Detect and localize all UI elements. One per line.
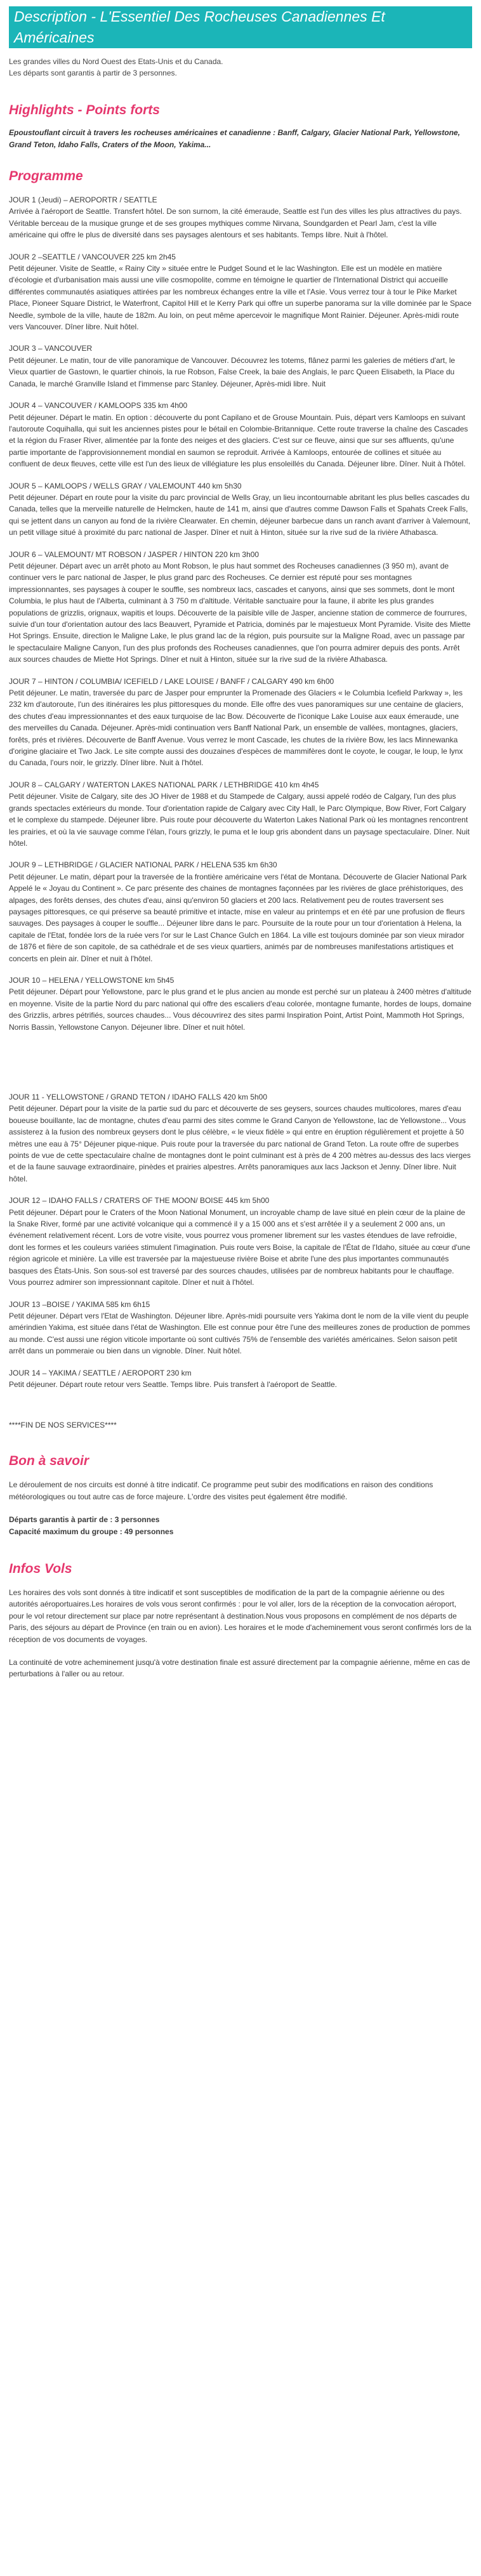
day-title: JOUR 6 – VALEMOUNT/ MT ROBSON / JASPER / HINTON 220 km 3h00 [9, 549, 260, 559]
day-spacer [9, 470, 472, 480]
bon-text-block [9, 1479, 472, 1537]
day-spacer [9, 849, 472, 859]
programme-day [9, 343, 472, 390]
day-title: JOUR 4 – VANCOUVER / KAMLOOPS 335 km 4h00 [9, 401, 188, 411]
day-title: JOUR 8 – CALGARY / WATERTON LAKES NATIONAL PARK / LETHBRIDGE 410 km 4h45 [9, 780, 319, 789]
day-title: JOUR 13 –BOISE / YAKIMA 585 km 6h15 [9, 1299, 150, 1309]
day-description: Petit déjeuner. Le matin, tour de ville panoramique de Vancouver. Découvrez les totems, flânez parmi les galeries de métiers d'art, le Vieux quartier de Gastown, le quartier chinois, la rue Robson, False Creek, la baie des Anglais, le parc Queen Elisabeth, la Place du Canada, le marché Granville Island et l'immense parc Stanley. Déjeuner, Après-midi libre. Nuit [9, 355, 456, 388]
end-of-services: ****FIN DE NOS SERVICES**** [9, 1421, 117, 1430]
day-spacer [9, 241, 472, 251]
day-description: Petit déjeuner. Départ pour Yellowstone, parc le plus grand et le plus ancien au monde est perché sur un plateau à 2400 mètres d'altitude en moyenne. Visite de la partie Nord du parc national qui offre des escaliers d'eau colorée, montagne fumante, hordes de loups, domaine des Grizzlis, arbres pétrifiés, sources chaudes... Vous découvrirez des sites parmi Inspiration Point, Artist Point, Mammoth Hot Springs, Norris Bassin, Yellowstone Canyon. Déjeuner libre. Dîner et nuit hôtel. [9, 987, 471, 1032]
programme-heading: Programme [9, 169, 83, 183]
day-description: Petit déjeuner. Visite de Calgary, site des JO Hiver de 1988 et du Stampede de Calgary, aussi appelé rodéo de Calgary, l'un des plus grands spectacles extérieurs du monde. Tour d'orientation rapide de Calgary avec City Hall, le Parc Olympique, Bow River, Fort Calgary et le complexe du stampede. Déjeuner libre. Puis route pour découverte du Waterton Lakes National Park où les montagnes rencontrent les prairies, et où la vie sauvage comme l'élan, l'ours grizzly, le puma et le loup gris abondent dans un paysage spectaculaire. Dîner. Nuit hôtel. [9, 792, 470, 848]
infos-heading: Infos Vols [9, 1561, 72, 1576]
programme-day [9, 1091, 472, 1185]
day-description: Petit déjeuner. Départ vers l'Etat de Washington. Déjeuner libre. Après-midi poursuite vers Yakima dont le nom de la ville vient du peuple amérindien Yakima, est située dans l'état de Washington. Elle est connue pour être l'une des meilleures zones de production de pommes au monde. C'est aussi une région viticole importante où sont cultivés 75% de l'ensemble des variétés américaines. Selon saison petit arrêt dans un pommeraie ou bien dans un vignoble. Dîner. Nuit hôtel. [9, 1311, 470, 1356]
day-title: JOUR 5 – KAMLOOPS / WELLS GRAY / VALEMOUNT 440 km 5h30 [9, 481, 242, 490]
infos-paragraph: La continuité de votre acheminement jusqu'à votre destination finale est assuré directement par la compagnie aérienne, même en cas de perturbations à l'aller ou au retour. [9, 1658, 470, 1679]
programme-day [9, 480, 472, 539]
programme-day [9, 194, 472, 241]
programme-day [9, 1367, 472, 1391]
intro [9, 56, 472, 79]
day-spacer [9, 1033, 472, 1091]
infos-text-block [9, 1587, 472, 1680]
programme-day [9, 975, 472, 1033]
day-spacer [9, 666, 472, 676]
intro-line: Les grandes villes du Nord Ouest des Etats-Unis et du Canada. [9, 57, 223, 66]
day-description: Petit déjeuner. Départ pour le Craters of the Moon National Monument, un incroyable champ de lave situé en plein cœur de la plaine de la Snake River, formé par une activité volcanique qui a commencé il y a 15 000 ans et s'est arrêtée il y a seulement 2 000 ans, un événement relativement récent. Lors de votre visite, vous pourrez vous promener librement sur les vastes étendues de lave refroidie, dont les formes et les couleurs variées stimulent l'imagination. Puis route vers Boise, la capitale de l'État de l'Idaho, située au cœur d'une région agricole et minière. La ville est traversée par la majestueuse rivière Boise et abrite l'une des plus importantes communautés basques des États-Unis. Son sous-sol est traversé par des sources chaudes, utilisées par de nombreux habitants pour le chauffage. Vous pourrez admirer son impressionnant capitole. Dîner et nuit à l'hôtel. [9, 1207, 470, 1287]
programme-day [9, 1195, 472, 1288]
bon-heading: Bon à savoir [9, 1454, 89, 1469]
page-title: Description - L'Essentiel Des Rocheuses Canadiennes Et Américaines [9, 6, 472, 48]
day-spacer [9, 1357, 472, 1367]
day-description: Petit déjeuner. Le matin, traversée du parc de Jasper pour emprunter la Promenade des Glaciers « le Columbia Icefield Parkway », les 232 km d'autoroute, l'un des itinéraires les plus pittoresques du monde. Elle offre des vues panoramiques sur une centaine de glaciers, des chutes d'eau impressionnantes et des eaux turquoise de lac Bow. Découverte de l'iconique Lake Louise aux eaux émeraude, une des merveilles du Canada. Déjeuner. Après-midi continuation vers Banff National Park, un ensemble de vallées, montagnes, glaciers, forêts, prés et rivières. Découverte de Banff Avenue. Vous verrez le mont Cascade, les chutes de la rivière Bow, les lacs Minnewanka d'origine glaciaire et Two Jack. Le site compte aussi des douzaines d'espèces de mammifères dont le coyote, le cougar, le loup, le lynx du Canada, l'ours noir, le grizzly. Dîner libre. Nuit à l'hôtel. [9, 688, 464, 768]
programme-day [9, 1299, 472, 1357]
day-title: JOUR 9 – LETHBRIDGE / GLACIER NATIONAL PARK / HELENA 535 km 6h30 [9, 860, 277, 870]
infos-vols-section [9, 1561, 472, 1680]
programme-day [9, 549, 472, 666]
programme-days [9, 194, 472, 1390]
day-spacer [9, 964, 472, 975]
day-title: JOUR 12 – IDAHO FALLS / CRATERS OF THE MOON/ BOISE 445 km 5h00 [9, 1196, 270, 1206]
programme-day [9, 251, 472, 333]
infos-paragraph: Les horaires des vols sont donnés à titre indicatif et sont susceptibles de modification de la part de la compagnie aérienne ou des autorités aéroportuaires.Les horaires de vols vous seront confirmés : pour le vol aller, lors de la réception de la convocation aéroport, pour le vol retour directement sur place par notre représentant à destination.Nous vous proposons en complément de nos départs de Paris, des séjours au départ de Province (en train ou en avion). Les horaires et le mode d'acheminement vous seront confirmés lors de la réception de vos documents de voyages. [9, 1587, 471, 1644]
programme-day [9, 400, 472, 470]
day-description: Petit déjeuner. Départ en route pour la visite du parc provincial de Wells Gray, un lieu incontournable abritant les plus belles cascades du Canada, telles que la merveille naturelle de Helmcken, haute de 141 m, ainsi que d'autres comme Dawson Falls et Spahats Creek Falls, qui se jettent dans un canyon au fond de la rivière Clearwater. En chemin, déjeuner barbecue dans un ranch avant d'arriver à Valemount, un petit village situé à proximité du parc national de Jasper. Dîner et nuit à Hinton, située sur la rive sud de la rivière Athabasca. [9, 492, 471, 537]
day-title: JOUR 3 – VANCOUVER [9, 344, 93, 353]
day-title: JOUR 7 – HINTON / COLUMBIA/ ICEFIELD / LAKE LOUISE / BANFF / CALGARY 490 km 6h00 [9, 676, 334, 686]
day-spacer [9, 539, 472, 549]
day-description: Petit déjeuner. Départ le matin. En option : découverte du pont Capilano et de Grouse Mountain. Puis, départ vers Kamloops en suivant l'autoroute Coquihalla, qui suit les anciennes pistes pour le bétail en Colombie-Britannique. Cette route traverse la chaîne des Cascades et la région du Fraser River, alimentée par la fonte des neiges et des glaciers. C'est sur ce fleuve, ainsi que sur ses affluents, qu'une partie importante de l'approvisionnement mondial en saumon se reproduit. Arrivée à Kamloops, entourée de collines et située au confluent de deux fleuves, cette ville est l'un des lieux de villégiature les plus ensoleillés du Canada. Déjeuner libre. Dîner. Nuit à l'hôtel. [9, 412, 468, 469]
capacite-maximum: Capacité maximum du groupe : 49 personnes [9, 1527, 174, 1536]
intro-line: Les départs sont garantis à partir de 3 personnes. [9, 69, 177, 77]
day-title: JOUR 14 – YAKIMA / SEATTLE / AEROPORT 230 km [9, 1368, 192, 1377]
day-description: Petit déjeuner. Départ avec un arrêt photo au Mont Robson, le plus haut sommet des Rocheuses canadiennes (3 950 m), avant de continuer vers le parc national de Jasper, le plus grand parc des Rocheuses. Ce dernier est réputé pour ses montagnes impressionnantes, ses paysages à couper le souffle, ses nombreux lacs, cascades et canyons, ainsi que ses sommets, dont le mont Columbia, le plus haut de l'Alberta, culminant à 3 750 m d'altitude. Véritable sanctuaire pour la faune, il abrite les plus grandes populations de grizzlis, orignaux, wapitis et loups. Découverte de la paisible ville de Jasper, ancienne station de commerce de fourrures, suivie d'un tour d'orientation autour des lacs Beauvert, Pyramide et Patricia, dominés par le majestueux Mont Pyramide. Visite des Miette Hot Springs. Ensuite, direction le Maligne Lake, le plus grand lac de la région, puis poursuite sur la Maligne Road, avec un passage par le spectaculaire Maligne Canyon, l'un des plus profonds des Rocheuses canadiennes, que l'on pourra admirer depuis des ponts. Arrêt aux sources chaudes de Miette Hot Springs. Dîner et nuit à Hinton, située sur la rive sud de la rivière Athabasca. [9, 561, 471, 664]
day-title: JOUR 1 (Jeudi) – AEROPORTR / SEATTLE [9, 195, 157, 204]
day-title: JOUR 2 –SEATTLE / VANCOUVER 225 km 2h45 [9, 252, 176, 261]
departs-garantis: Départs garantis à partir de : 3 personnes [9, 1515, 160, 1525]
day-spacer [9, 1185, 472, 1195]
programme-day [9, 676, 472, 769]
day-description: Petit déjeuner. Le matin, départ pour la traversée de la frontière américaine vers l'état de Montana. Découverte de Glacier National Park Appelé le « Joyau du Continent ». Ce parc présente des chaines de montagnes façonnées par les rivières de glace préhistoriques, des alpages, des forêts denses, des chutes d'eau, ainsi qu'environ 50 glaciers et 200 lacs. Relativement peu de routes traversent ses paysages pittoresques, ce qui préserve sa beauté primitive et intacte, mise en valeur au printemps et en été par une profusion de fleurs sauvages. Des paysages à couper le souffle... Déjeuner libre dans le parc. Poursuite de la route pour un tour d'orientation à Helena, la capitale de l'Etat, fondée lors de la ruée vers l'or sur le Last Chance Gulch en 1864. La ville est toujours dominée par son vieux mirador de 1876 et fière de son capitole, de sa cathédrale et de ses vieux quartiers, animés par de nombreuses manifestations artistiques et concerts en plein air. Dîner et nuit à l'hôtel. [9, 872, 467, 963]
bon-text: Le déroulement de nos circuits est donné à titre indicatif. Ce programme peut subir des modifications en raison des conditions météorologiques ou tout autre cas de force majeure. L'ordre des visites peut également être modifié. [9, 1480, 433, 1501]
highlights-heading: Highlights - Points forts [9, 103, 160, 117]
day-spacer [9, 390, 472, 400]
day-description: Arrivée à l'aéroport de Seattle. Transfert hôtel. De son surnom, la cité émeraude, Seattle est l'un des villes les plus attractives du pays. Véritable berceau de la musique grunge et de ses groupes mythiques comme Nirvana, Soundgarden et Pearl Jam, c'est la ville américaine qui offre le plus de diversité dans ses paysages alentours et ses habitants. Temps libre. Nuit à l'hôtel. [9, 207, 462, 240]
day-description: Petit déjeuner. Départ route retour vers Seattle. Temps libre. Puis transfert à l'aéroport de Seattle. [9, 1379, 338, 1389]
programme-day [9, 859, 472, 964]
programme-section [9, 169, 472, 1390]
day-title: JOUR 11 - YELLOWSTONE / GRAND TETON / IDAHO FALLS 420 km 5h00 [9, 1093, 268, 1101]
highlights-section [9, 103, 472, 151]
day-description: Petit déjeuner. Départ pour la visite de la partie sud du parc et découverte de ses geysers, sources chaudes multicolores, mares d'eau boueuse bouillante, lac de montagne, chutes d'eau parmi des sites comme le Grand Canyon de Yellowstone, lac de Yellowstone... Vous assisterez à la fusion des nombreux geysers dont le plus célèbre, « le vieux fidèle » qui entre en éruption régulièrement et projette à 50 mètres une eau à 75° Déjeuner pique-nique. Puis route pour la traversée du parc national de Grand Teton. La route offre de superbes points de vue de cette spectaculaire chaîne de montagnes dont le point culminant est à près de 4 200 mètres au-dessus des lacs vierges et de la faune sauvage extraordinaire, pinèdes et prairies alpestres. Arrêts panoramiques aux lacs Jackson et Jenny. Dîner libre. Nuit hôtel. [9, 1104, 471, 1183]
day-spacer [9, 769, 472, 779]
day-spacer [9, 1289, 472, 1299]
bon-a-savoir-section [9, 1454, 472, 1537]
day-title: JOUR 10 – HELENA / YELLOWSTONE km 5h45 [9, 975, 175, 985]
day-description: Petit déjeuner. Visite de Seattle, « Rainy City » située entre le Pudget Sound et le lac Washington. Elle est un modèle en matière d'écologie et d'urbanisation mais aussi une ville cosmopolite, comme en témoigne le quartier de l'International District qui accueille différentes communautés asiatiques attirées par les nombreux échanges entre la ville et l'Asie. Vous verrez tour à tour le Pike Market Place, Pioneer Square District, le Waterfront, Capitol Hill et le Kerry Park qui offre un superbe panorama sur la ville dominée par le Space Needle, symbole de la ville, haute de 182m. Au loin, on peut même apercevoir le magnifique Mont Rainier. Déjeuner. Après-midi route vers Vancouver. Dîner libre. Nuit hôtel. [9, 264, 472, 332]
programme-day [9, 779, 472, 849]
highlights-text: Epoustouflant circuit à travers les rocheuses américaines et canadienne : Banff, Calgary, Glacier National Park, Yellowstone, Grand Teton, Idaho Falls, Craters of the Moon, Yakima... [9, 128, 460, 149]
day-spacer [9, 332, 472, 343]
